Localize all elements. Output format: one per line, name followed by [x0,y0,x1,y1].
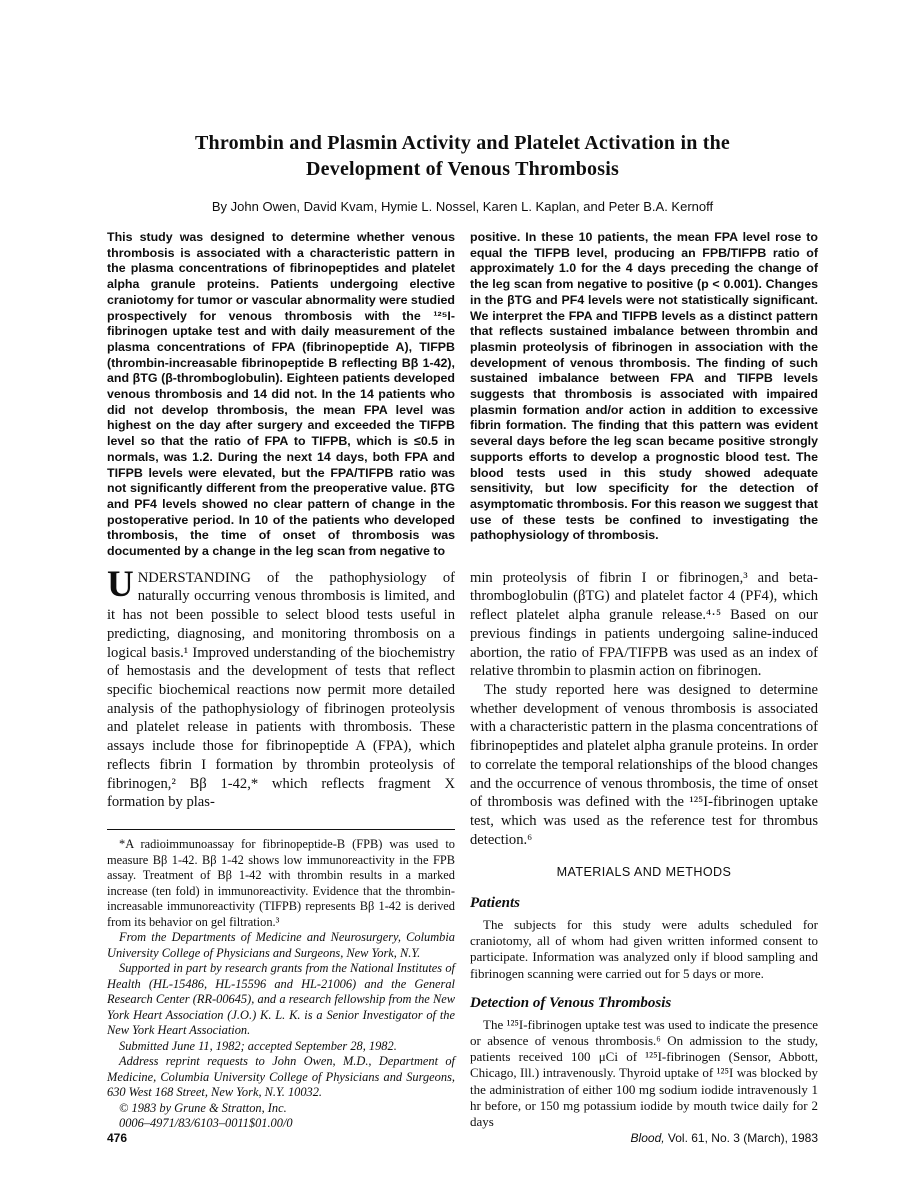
author-byline: By John Owen, David Kvam, Hymie L. Nossel, Karen L. Kaplan, and Peter B.A. Kernoff [211,199,714,214]
footnote-reprints: Address reprint requests to John Owen, M.D., Department of Medicine, Columbia University College of Physicians and Surgeons, 630 West 168 Street, New York, N.Y. 10032. [107,1054,455,1100]
subheading-patients: Patients [470,895,521,912]
footnotes-block [107,837,455,1132]
patients-paragraph: The subjects for this study were adults scheduled for craniotomy, all of whom had given written informed consent to participate. Information was analyzed only if blood sampling and fibrinogen scanning were carried out for 5 days or more. [470,917,818,981]
footnote-copyright: © 1983 by Grune & Stratton, Inc. [119,1100,287,1115]
body-column-right [470,569,818,1132]
subheading-detection: Detection of Venous Thrombosis [470,994,672,1011]
journal-citation-rest: Vol. 61, No. 3 (March), 1983 [664,1131,818,1145]
body-column-left [107,563,455,1132]
page-footer [107,1131,818,1145]
body-paragraph-study: The study reported here was designed to determine whether development of venous thrombosis is associated with a characteristic pattern in the plasma concentrations of fibrinopeptides and platelet alpha granule proteins. In order to correlate the temporal relationships of the blood changes and the occurrence of venous thrombosis, the time of onset of thrombosis was defined with the ¹²⁵I-fibrinogen uptake test, which was used as the reference test for thrombus detection.⁶ [470,681,818,848]
section-heading-materials-methods: MATERIALS AND METHODS [556,865,732,880]
article-title: Thrombin and Plasmin Activity and Platelet Activation in the Development of Venous Thrombosis [195,132,730,180]
drop-cap: U [107,563,134,605]
footnote-assay: *A radioimmunoassay for fibrinopeptide-B (FPB) was used to measure Bβ 1-42. Bβ 1-42 shows low immunoreactivity in the FPB assay. Treatment of Bβ 1-42 with thrombin results in a marked increase (ten fold) in immunoreactivity. Evidence that the thrombin-increasable immunoreactivity (TIFPB) represents Bβ 1-42 is derived from its behavior on gel filtration.³ [107,837,455,929]
detection-section [470,1017,818,1130]
footnote-submitted: Submitted June 11, 1982; accepted September 28, 1982. [119,1038,397,1053]
abstract-column-left: This study was designed to determine whether venous thrombosis is associated with a characteristic pattern in the plasma concentrations of fibrinopeptides and platelet alpha granule proteins. Patients undergoing elective craniotomy for tumor or vascular abnormality were studied prospectively for venous thrombosis with the ¹²⁵I-fibrinogen uptake test and with daily measurement of the plasma concentrations of FPA (fibrinopeptide A), TIFPB (thrombin-increasable fibrinopeptide B reflecting Bβ 1-42), and βTG (β-thromboglobulin). Eighteen patients developed venous thrombosis and 14 did not. In the 14 patients who did not develop thrombosis, the mean FPA level was highest on the day after surgery and exceeded the TIFPB level so that the ratio of FPA to TIFPB, which is ≤0.5 in normals, was 1.2. During the next 14 days, both FPA and TIFPB levels were elevated, but the FPA/TIFPB ratio was not significantly different from the preoperative value. βTG and PF4 levels showed no clear pattern of change in the postoperative period. In 10 of the patients who developed thrombosis, the time of onset of thrombosis was documented by a change in the leg scan from negative to [107,230,455,559]
footnote-affiliation: From the Departments of Medicine and Neurosurgery, Columbia University College of Physicians and Surgeons, New York, N.Y. [107,930,455,960]
footnote-issn-code: 0006–4971/83/6103–0011$01.00/0 [119,1116,293,1131]
detection-paragraph: The ¹²⁵I-fibrinogen uptake test was used to indicate the presence or absence of venous thrombosis.⁶ On admission to the study, patients received 100 μCi of ¹²⁵I-fibrinogen (Sensor, Abbott, Chicago, Ill.) intravenously. Thyroid uptake of ¹²⁵I was blocked by the administration of either 100 mg sodium iodide intravenously 1 hr before, or 150 mg potassium iodide by mouth twice daily for 2 days [470,1016,818,1130]
patients-section [470,917,818,982]
intro-paragraph-text: NDERSTANDING of the pathophysiology of naturally occurring venous thrombosis is limited, and it has not been possible to select blood tests useful in predicting, diagnosing, and monitoring thrombosis on a logical basis.¹ Improved understanding of the biochemistry of hemostasis and the development of tests that reflect specific biochemical reactions now permit more detailed analysis of the pathophysiology of fibrinogen proteolysis and platelet release in patients with thrombosis. These assays include those for fibrinopeptide A (FPA), which reflects fibrin I formation by thrombin proteolysis of fibrinogen,² Bβ 1-42,* which reflects fragment X formation by plas- [107,569,455,811]
footnote-rule [107,829,455,830]
body-paragraph-continuation: min proteolysis of fibrin I or fibrinogen,³ and beta-thromboglobulin (βTG) and platelet factor 4 (PF4), which reflect platelet alpha granule release.⁴·⁵ Based on our previous findings in patients undergoing saline-induced abortion, the ratio of FPA/TIFPB was used as an index of relative thrombin to plasmin action on fibrinogen. [470,569,818,680]
journal-name: Blood, [630,1131,665,1145]
body-columns [107,563,818,1132]
abstract-column-right: positive. In these 10 patients, the mean FPA level rose to equal the TIFPB level, producing an FPB/TIFPB ratio of approximately 1.0 for the 4 days preceding the change of the leg scan from negative to positive (p < 0.001). Changes in the βTG and PF4 levels were not statistically significant. We interpret the FPA and TIFPB levels as a distinct pattern that reflects sustained imbalance between thrombin and plasmin proteolysis of fibrinogen in association with the development of venous thrombosis. The finding of such sustained imbalance between FPA and TIFPB levels suggests that thrombosis is associated with impaired plasmin formation and/or action in addition to excessive fibrin formation. The finding that this pattern was evident several days before the leg scan became positive strongly supports efforts to develop a prognostic blood test. The blood tests used in this study showed adequate sensitivity, but low specificity for the detection of asymptomatic thrombosis. For this reason we suggest that use of these tests be confined to investigating the pathophysiology of thrombosis. [470,230,818,543]
page-number: 476 [107,1131,128,1145]
journal-citation [631,1131,818,1145]
intro-paragraph [107,563,455,812]
abstract [107,230,818,560]
footnote-support: Supported in part by research grants from the National Institutes of Health (HL-15486, HL-15596 and HL-21006) and the General Research Center (RR-00645), and a research fellowship from the New York Heart Association (J.O.) K. L. K. is a Senior Investigator of the New York Heart Association. [107,961,455,1038]
